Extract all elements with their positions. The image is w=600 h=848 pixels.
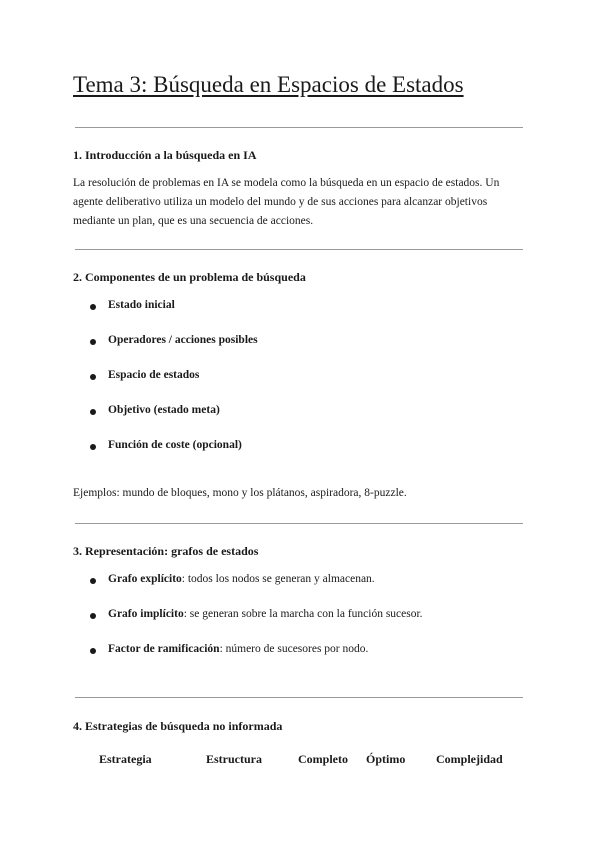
term: Factor de ramificación [108,643,220,655]
bullet-icon [90,648,96,654]
list-item [90,439,258,474]
list-item [90,573,423,608]
term: Grafo implícito [108,608,184,620]
column-header: Complejidad [436,752,503,766]
components-list [90,299,258,474]
bullet-icon [90,374,96,380]
list-item [90,608,423,643]
section-3-heading: 3. Representación: grafos de estados [73,544,259,558]
column-header: Estructura [206,752,262,766]
list-item-label: Operadores / acciones posibles [108,334,258,346]
bullet-icon [90,339,96,345]
column-header: Estrategia [99,752,152,766]
graph-representation-list [90,573,423,678]
term: Grafo explícito [108,573,182,585]
section-divider [75,127,523,128]
examples-note: Ejemplos: mundo de bloques, mono y los plátanos, aspiradora, 8-puzzle. [73,487,407,499]
section-divider [75,523,523,524]
column-header: Completo [298,752,348,766]
section-1-paragraph: La resolución de problemas en IA se modela como la búsqueda en un espacio de estados. Un agente deliberativo utiliza un modelo del mundo y de sus acciones para alcanzar objetivos mediante un plan, que es una secuencia de acciones. [73,177,500,227]
list-item [90,369,258,404]
list-item [90,643,423,678]
strategies-table-header [0,752,600,772]
section-1-heading: 1. Introducción a la búsqueda en IA [73,148,257,162]
list-item [90,334,258,369]
section-divider [75,249,523,250]
bullet-icon [90,304,96,310]
list-item [90,299,258,334]
list-item-label: Espacio de estados [108,369,200,381]
list-item-label: Función de coste (opcional) [108,439,242,451]
list-item-label: Estado inicial [108,299,175,311]
column-header: Óptimo [366,752,406,766]
term-description: : número de sucesores por nodo. [219,643,369,655]
page-title: Tema 3: Búsqueda en Espacios de Estados [73,72,464,97]
bullet-icon [90,578,96,584]
term-description: : todos los nodos se generan y almacenan. [181,573,375,585]
bullet-icon [90,444,96,450]
term-description: : se generan sobre la marcha con la función sucesor. [183,608,423,620]
list-item-label: Objetivo (estado meta) [108,404,220,416]
section-4-heading: 4. Estrategias de búsqueda no informada [73,719,283,733]
section-2-heading: 2. Componentes de un problema de búsqueda [73,270,306,284]
list-item [90,404,258,439]
section-divider [75,697,523,698]
bullet-icon [90,409,96,415]
bullet-icon [90,613,96,619]
